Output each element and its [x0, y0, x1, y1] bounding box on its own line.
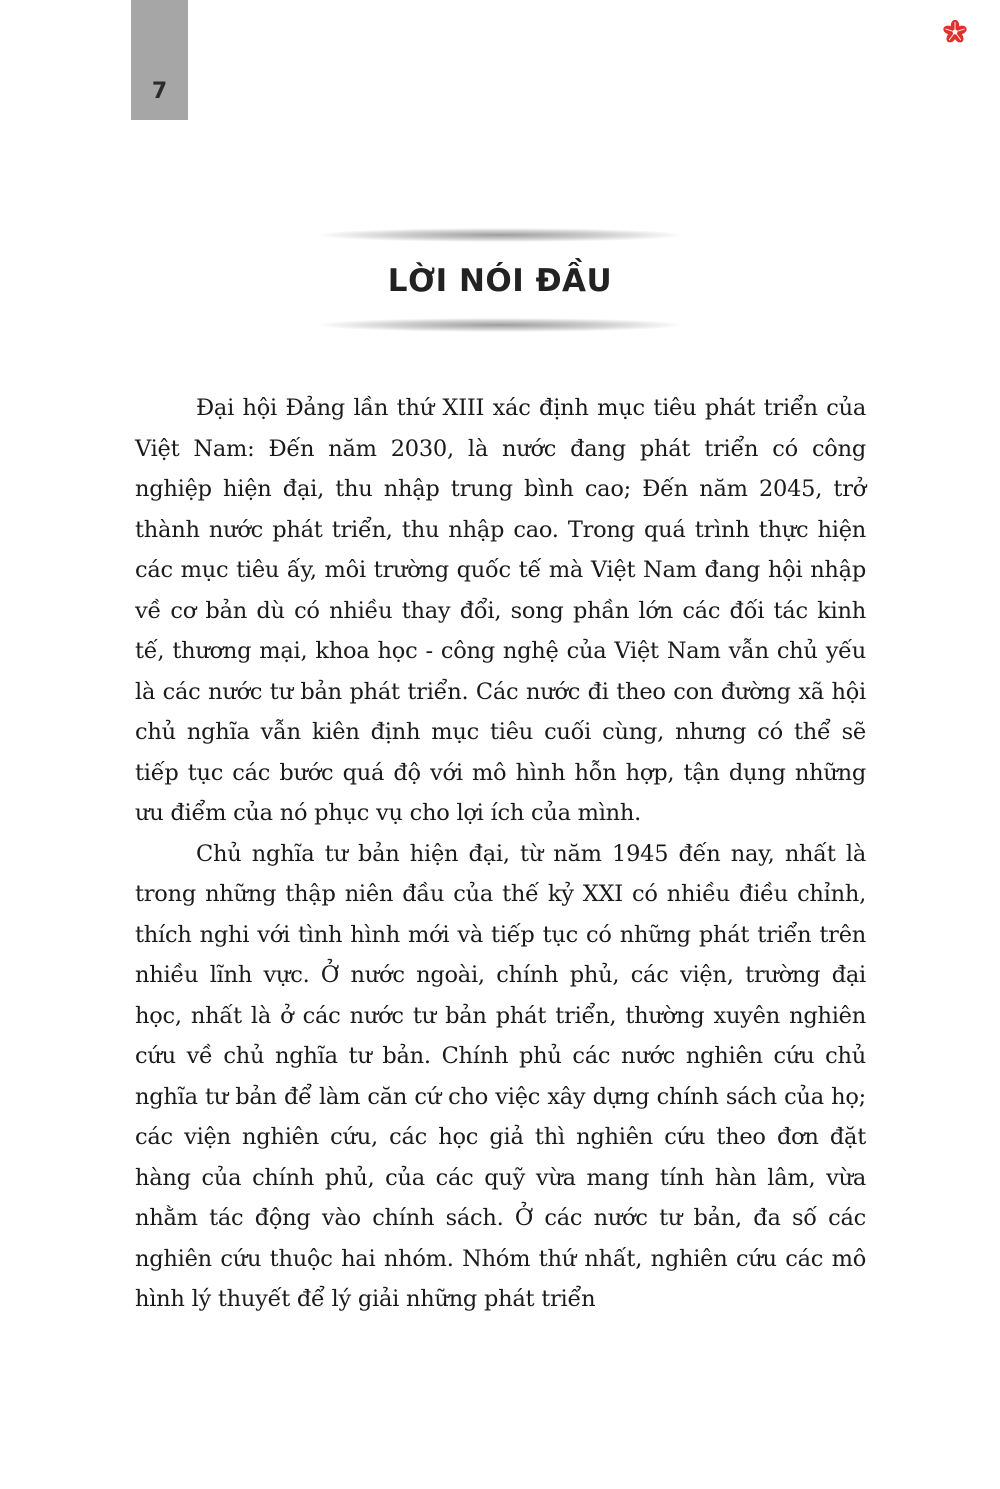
page-number-tab [131, 0, 188, 120]
title-block [318, 228, 682, 336]
paragraph: Đại hội Đảng lần thứ XIII xác định mục tiêu phát triển của Việt Nam: Đến năm 2030, là nước đang phát triển có công nghiệp hiện đại, thu nhập trung bình cao; Đến năm 2045, trở thành nước phát triển, thu nhập cao. Trong quá trình thực hiện các mục tiêu ấy, môi trường quốc tế mà Việt Nam đang hội nhập về cơ bản dù có nhiều thay đổi, song phần lớn các đối tác kinh tế, thương mại, khoa học - công nghệ của Việt Nam vẫn chủ yếu là các nước tư bản phát triển. Các nước đi theo con đường xã hội chủ nghĩa vẫn kiên định mục tiêu cuối cùng, nhưng có thể sẽ tiếp tục các bước quá độ với mô hình hỗn hợp, tận dụng những ưu điểm của nó phục vụ cho lợi ích của mình. [135, 395, 866, 826]
page-title: LỜI NÓI ĐẦU [387, 263, 613, 299]
body-text [135, 388, 866, 1320]
flower-icon [942, 19, 968, 45]
title-top-rule [318, 228, 682, 242]
page-number: 7 [151, 79, 168, 104]
paragraph: Chủ nghĩa tư bản hiện đại, từ năm 1945 đến nay, nhất là trong những thập niên đầu của thế kỷ XXI có nhiều điều chỉnh, thích nghi với tình hình mới và tiếp tục có những phát triển trên nhiều lĩnh vực. Ở nước ngoài, chính phủ, các viện, trường đại học, nhất là ở các nước tư bản phát triển, thường xuyên nghiên cứu về chủ nghĩa tư bản. Chính phủ các nước nghiên cứu chủ nghĩa tư bản để làm căn cứ cho việc xây dựng chính sách của họ; các viện nghiên cứu, các học giả thì nghiên cứu theo đơn đặt hàng của chính phủ, của các quỹ vừa mang tính hàn lâm, vừa nhằm tác động vào chính sách. Ở các nước tư bản, đa số các nghiên cứu thuộc hai nhóm. Nhóm thứ nhất, nghiên cứu các mô hình lý thuyết để lý giải những phát triển [135, 840, 866, 1312]
title-bottom-rule [318, 318, 682, 332]
